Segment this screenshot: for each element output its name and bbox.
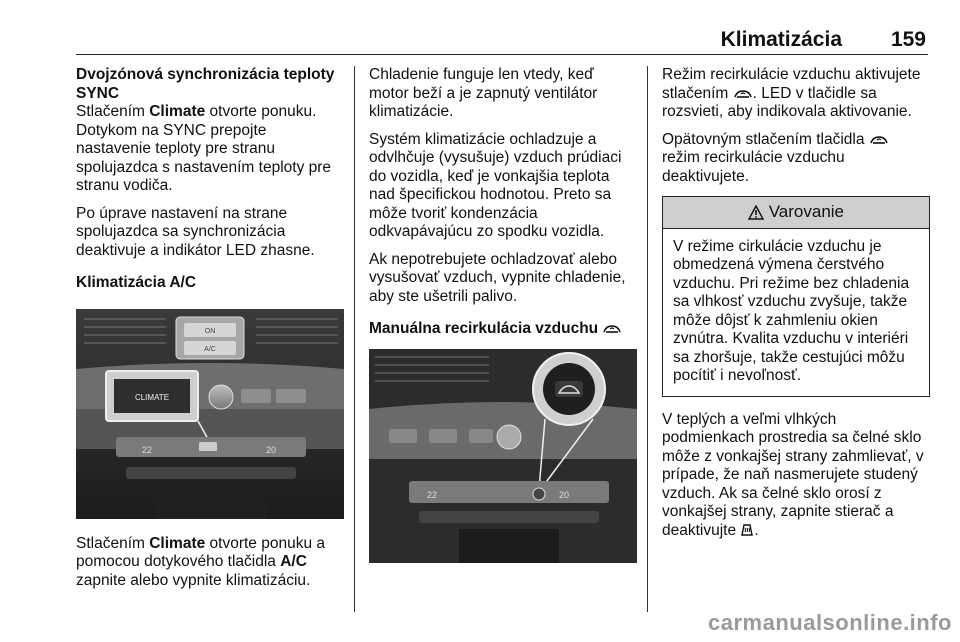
climate-panel-photo	[76, 309, 344, 519]
ac-heading: Klimatizácia A/C	[76, 274, 197, 291]
column-1	[76, 66, 344, 599]
warning-triangle-icon	[748, 205, 764, 220]
system-paragraph: Systém klimatizácie ochladzuje a odvlhčuje (vysušuje) vzduch prúdiaci do vozidla, keď je vonkajšia teplota nad špecifickou hodnotou. Preto sa môže tvoriť kondenzácia odkvapávajúcu zo spodku vozidla.	[369, 130, 622, 240]
recirculation-icon	[602, 322, 622, 336]
ac-paragraph: Stlačením Climate otvorte ponuku a pomocou dotykového tlačidla A/C zapnite alebo vypnite klimatizáciu.	[76, 534, 326, 589]
page-number: 159	[890, 28, 926, 51]
warning-header	[663, 197, 929, 229]
column-3	[662, 66, 930, 549]
warning-title: Varovanie	[768, 202, 845, 221]
temp-right-label: 20	[559, 489, 570, 500]
temp-right-label: 20	[266, 444, 277, 455]
column-divider	[354, 66, 355, 612]
recirc-deactivation-paragraph: Opätovným stlačením tlačidla režim recirkulácie vzduchu deaktivujete.	[662, 131, 930, 187]
cooling-paragraph: Chladenie funguje len vtedy, keď motor beží a je zapnutý ventilátor klimatizácie.	[369, 66, 598, 120]
recirculation-icon	[869, 133, 889, 147]
column-divider	[647, 66, 648, 612]
warning-box	[662, 196, 930, 397]
temp-left-label: 22	[427, 489, 438, 500]
fuel-saving-paragraph: Ak nepotrebujete ochladzovať alebo vysušovať vzduch, vypnite chladenie, aby ste ušetrili palivo.	[369, 250, 626, 305]
climate-button-label: CLIMATE	[134, 392, 170, 402]
page-title: Klimatizácia	[720, 28, 842, 51]
page-header	[76, 26, 928, 55]
on-label: ON	[204, 327, 216, 335]
recirc-heading: Manuálna recirkulácia vzduchu	[369, 320, 637, 339]
sync-heading: Dvojzónová synchronizácia teploty SYNC	[76, 66, 335, 102]
warning-text: V režime cirkulácie vzduchu je obmedzená výmena čerstvého vzduchu. Pri režime bez chladenia sa vlhkosť vzduchu zvyšuje, takže môže dôjsť k zahmleniu okien zvnútra. Kvalita vzduchu v interiéri sa zhoršuje, takže cestujúci môžu pocítiť i nevoľnosť.	[673, 237, 910, 384]
windshield-paragraph: V teplých a veľmi vlhkých podmienkach prostredia sa čelné sklo môže z vonkajšej strany zahmlievať, v prípade, že naň nasmerujete studený vzduch. Ak sa čelné sklo orosí z vonkajšej strany, zapnite stierač a deaktivujte .	[662, 410, 924, 539]
watermark: carmanualsonline.info	[708, 610, 952, 635]
recirculation-panel-illustration	[369, 349, 637, 563]
ac-button-label: A/C	[204, 345, 216, 353]
climate-panel-illustration	[76, 309, 344, 519]
sync-paragraph: Stlačením Climate otvorte ponuku. Dotykom na SYNC prepojte nastavenie teploty pre stranu spolujazdca s nastavením teploty pre stranu vodiča.	[76, 103, 332, 194]
temp-left-label: 22	[142, 444, 153, 455]
windshield-defog-icon	[740, 523, 754, 538]
recirc-activation-paragraph: Režim recirkulácie vzduchu aktivujete stlačením . LED v tlačidle sa rozsvieti, aby indikovala aktivovanie.	[662, 66, 921, 120]
sync-deactivation-paragraph: Po úprave nastavení na strane spolujazdca sa synchronizácia deaktivuje a indikátor LED zhasne.	[76, 204, 315, 259]
climate-label: Climate	[149, 103, 206, 120]
recirculation-panel-photo	[369, 349, 637, 563]
column-2	[369, 66, 637, 579]
recirculation-icon	[733, 87, 753, 101]
